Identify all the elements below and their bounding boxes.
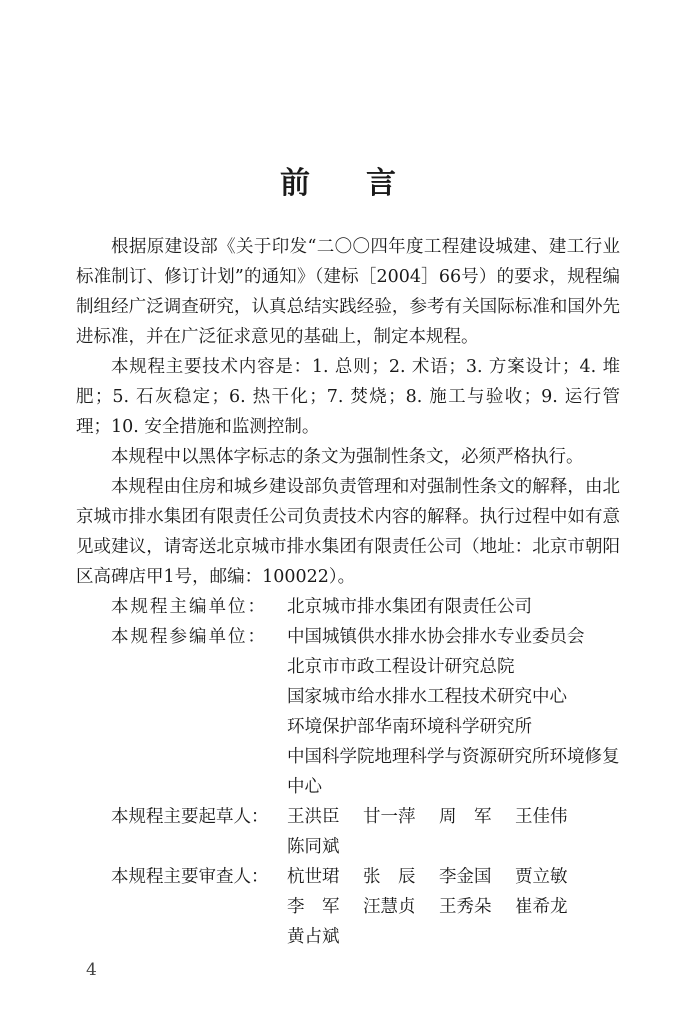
participating-unit: 中国城镇供水排水协会排水专业委员会 bbox=[287, 627, 585, 647]
chief-editor-value: 北京城市排水集团有限责任公司 bbox=[287, 597, 532, 617]
reviewer-name: 贾立敏 bbox=[515, 867, 568, 887]
reviewer-name: 王秀朵 bbox=[439, 897, 492, 917]
paragraph-mandatory: 本规程中以黑体字标志的条文为强制性条文，必须严格执行。 bbox=[111, 447, 584, 467]
reviewer-name: 李金国 bbox=[439, 867, 492, 887]
participating-unit: 北京市市政工程设计研究总院 bbox=[287, 657, 515, 677]
page-number: 4 bbox=[86, 960, 97, 980]
reviewer-name: 汪慧贞 bbox=[363, 897, 416, 917]
reviewers-label: 本规程主要审查人： bbox=[111, 867, 269, 887]
title-char-1: 前 bbox=[280, 166, 310, 201]
page-title bbox=[0, 158, 676, 202]
drafter-name: 王洪臣 bbox=[287, 807, 340, 827]
reviewer-name: 杭世珺 bbox=[287, 867, 340, 887]
drafter-name: 甘一萍 bbox=[363, 807, 416, 827]
reviewer-name: 张 辰 bbox=[363, 867, 416, 887]
preface-body bbox=[76, 232, 620, 952]
participating-editors-label: 本规程参编单位： bbox=[111, 627, 267, 647]
drafters-block bbox=[76, 802, 620, 862]
participating-unit: 国家城市给水排水工程技术研究中心 bbox=[287, 687, 567, 707]
reviewer-name: 黄占斌 bbox=[287, 927, 340, 947]
drafters-label: 本规程主要起草人： bbox=[111, 807, 269, 827]
paragraph-background: 根据原建设部《关于印发“二〇〇四年度工程建设城建、建工行业标准制订、修订计划”的通知》（建标［2004］66号）的要求，规程编制组经广泛调查研究，认真总结实践经验，参考有关国际标准和国外先进标准，并在广泛征求意见的基础上，制定本规程。 bbox=[76, 237, 620, 347]
paragraph-contents: 本规程主要技术内容是：1. 总则；2. 术语；3. 方案设计；4. 堆肥；5. 石灰稳定；6. 热干化；7. 焚烧；8. 施工与验收；9. 运行管理；10. 安全措施和监测控制。 bbox=[76, 357, 620, 437]
drafter-name: 王佳伟 bbox=[515, 807, 568, 827]
participating-editors-block bbox=[76, 622, 620, 802]
drafter-name: 周 军 bbox=[439, 807, 492, 827]
chief-editor-row bbox=[76, 592, 620, 622]
paragraph-management: 本规程由住房和城乡建设部负责管理和对强制性条文的解释，由北京城市排水集团有限责任公司负责技术内容的解释。执行过程中如有意见或建议，请寄送北京城市排水集团有限责任公司（地址：北京市朝阳区高碑店甲1号，邮编：100022）。 bbox=[76, 477, 620, 587]
participating-editors-list bbox=[287, 622, 627, 802]
reviewer-name: 崔希龙 bbox=[515, 897, 568, 917]
drafters-list bbox=[287, 802, 627, 862]
chief-editor-label: 本规程主编单位： bbox=[111, 597, 267, 617]
participating-unit: 环境保护部华南环境科学研究所 bbox=[287, 717, 532, 737]
reviewers-list bbox=[287, 862, 627, 952]
reviewer-name: 李 军 bbox=[287, 897, 340, 917]
participating-unit: 中国科学院地理科学与资源研究所环境修复中心 bbox=[287, 747, 620, 797]
drafter-name: 陈同斌 bbox=[287, 837, 340, 857]
title-char-2: 言 bbox=[366, 166, 396, 201]
reviewers-block bbox=[76, 862, 620, 952]
